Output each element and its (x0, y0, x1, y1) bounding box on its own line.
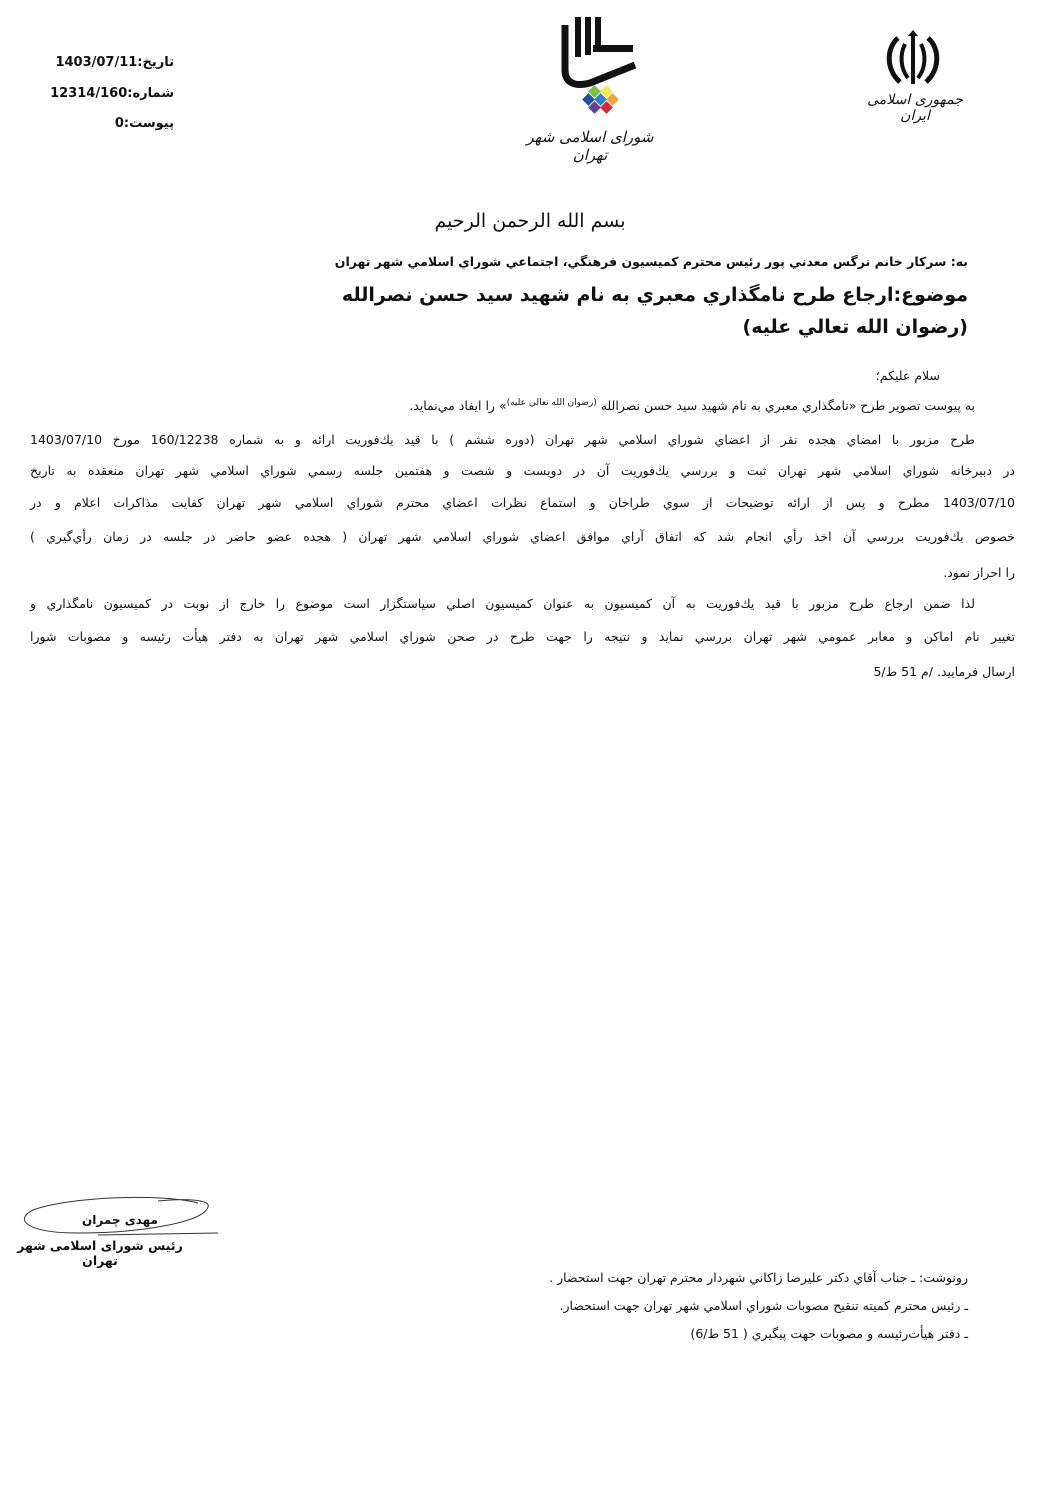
attachment-value: 0 (114, 116, 124, 131)
subject-line-1: موضوع:ارجاع طرح نامگذاري معبري به نام شهيد سيد حسن نصرالله (341, 284, 968, 306)
number-value: 12314/160 (50, 86, 128, 101)
copy-item: ـ رئيس محترم كميته تنقيح مصوبات شوراي اسلامي شهر تهران جهت استحضار. (559, 1298, 968, 1313)
copy-item: ـ دفتر هيأت‌رئيسه و مصوبات جهت پيگيري ( 51 ط/6) (690, 1326, 968, 1341)
signatory-name: مهدی چمران (82, 1213, 158, 1227)
paragraph-3-line: لذا ضمن ارجاع طرح مزبور با قيد يك‌فوريت به آن كميسيون به عنوان كميسيون اصلي سياستگزار است موضوع را خارج از نوبت در كميسيون نامگذاري و (30, 596, 975, 611)
council-logo-icon (545, 15, 645, 120)
emblem-caption: جمهوری اسلامی ایران (867, 92, 963, 124)
greeting: سلام عليكم؛ (875, 368, 940, 383)
date-label: تاریخ: (137, 55, 174, 70)
attachment-field (44, 116, 174, 131)
emblem-icon (878, 30, 948, 88)
copy-item: رونوشت: ـ جناب آقاي دكتر عليرضا زاكاني شهردار محترم تهران جهت استحضار . (549, 1270, 968, 1285)
bismillah: بسم الله الرحمن الرحيم (434, 210, 626, 232)
paragraph-1-honorific: (رضوان الله تعالي عليه) (506, 398, 597, 408)
paragraph-2-line: را احراز نمود. (943, 565, 1015, 580)
number-label: شماره: (127, 86, 174, 101)
paragraph-3-line: ارسال فرمایید. /م 51 ط/5 (873, 664, 1015, 679)
subject-line-2: (رضوان الله تعالي عليه) (742, 316, 968, 338)
paragraph-1-end: » را ايفاد مي‌نمايد. (409, 398, 507, 414)
signatory-title: رئیس شورای اسلامی شهر تهران (17, 1238, 183, 1268)
paragraph-2-line: خصوص يك‌فوريت بررسي آن اخذ رأي انجام شد كه اتفاق آراي موافق اعضاي شوراي اسلامي شهر تهران ( هجده عضو حاضر در جلسه در زمان رأي‌گيري ) (30, 529, 1015, 544)
paragraph-3-line: تغيير نام اماكن و معابر عمومي شهر تهران بررسي نمايد و نتيجه را جهت طرح در صحن شوراي اسلامي شهر تهران به دفتر هيأت رئيسه و مصوبات شورا (30, 629, 1015, 644)
number-field (44, 86, 174, 101)
paragraph-2-line: 1403/07/10 مطرح و پس از ارائه توضيحات از سوي طراحان و استماع نظرات اعضاي محترم شوراي اسلامي شهر تهران كفايت مذاكرات اعلام و در (30, 495, 1015, 510)
paragraph-2-line: در دبيرخانه شوراي اسلامي شهر تهران ثبت و بررسي يك‌فوريت آن در دويست و شصت و هفتمين جلسه رسمي شوراي اسلامي شهر تهران منعقده به تاريخ (30, 463, 1015, 478)
date-field (44, 55, 174, 70)
paragraph-1 (409, 398, 975, 413)
paragraph-1-text: به پيوست تصوير طرح «نامگذاري معبري به نام شهيد سيد حسن نصرالله (600, 398, 975, 414)
date-value: 1403/07/11 (55, 55, 138, 70)
paragraph-2-line: طرح مزبور با امضاي هجده نفر از اعضاي شوراي اسلامي شهر تهران (دوره ششم ) با قيد يك‌فوريت ارائه و به شماره 160/12238 مورخ 1403/07/10 (30, 432, 975, 447)
iran-emblem (878, 30, 948, 88)
attachment-label: پیوست: (123, 116, 174, 131)
council-logo-caption: شورای اسلامی شهر تهران (526, 128, 654, 164)
council-logo (545, 15, 645, 120)
recipient-line: به: سركار خانم نرگس معدني پور رئيس محترم كميسيون فرهنگي، اجتماعي شوراي اسلامي شهر تهران (334, 254, 968, 269)
